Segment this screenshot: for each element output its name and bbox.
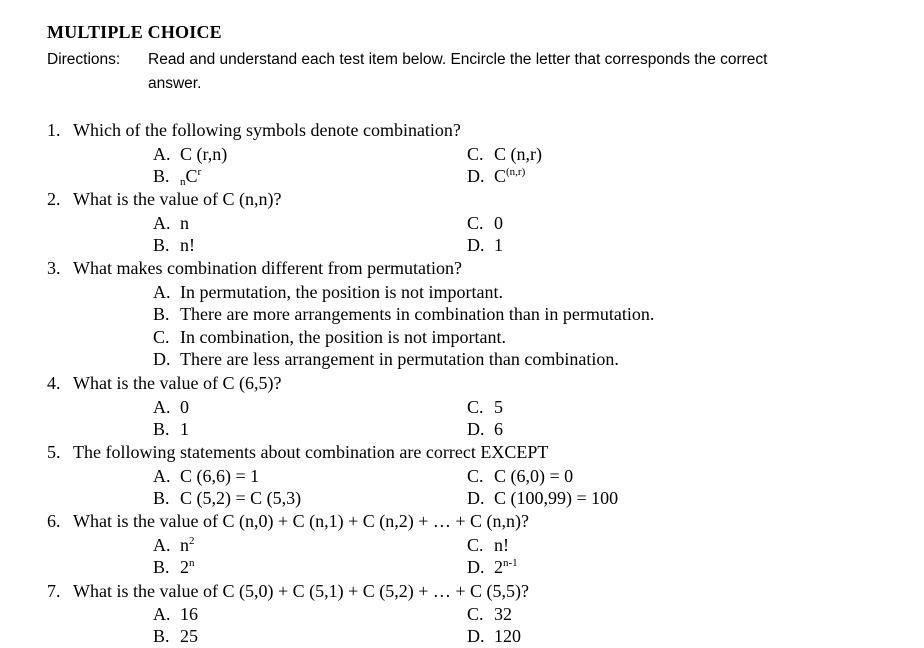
question-3: 3. What makes combination different from permutation? <box>47 258 463 278</box>
q2-option-b[interactable]: B. n! <box>153 235 195 255</box>
directions-text-continued: answer. <box>148 75 202 92</box>
directions-text: Read and understand each test item below. Encircle the letter that corresponds the correct <box>148 51 768 68</box>
q6-option-b[interactable]: B. 2$^n$ <box>153 557 195 577</box>
page-title: MULTIPLE CHOICE <box>47 22 222 42</box>
q1-option-c[interactable]: C. C (n,r) <box>467 144 542 164</box>
q7-option-b[interactable]: B. 25 <box>153 626 198 646</box>
q1-option-b[interactable]: B. $_nC^r$ <box>153 166 202 188</box>
question-1: 1. Which of the following symbols denote combination? <box>47 120 461 140</box>
question-text: The following statements about combination are correct EXCEPT <box>73 442 549 462</box>
question-5: 5. The following statements about combination are correct EXCEPT <box>47 442 549 462</box>
q5-option-a[interactable]: A. C (6,6) = 1 <box>153 466 260 486</box>
q3-option-b[interactable]: B. There are more arrangements in combination than in permutation. <box>153 304 655 324</box>
question-text: What is the value of C (n,n)? <box>73 189 282 209</box>
directions-label: Directions: <box>47 51 121 68</box>
question-text: Which of the following symbols denote combination? <box>73 120 461 140</box>
question-text: What is the value of C (n,0) + C (n,1) + C (n,2) + … + C (n,n)? <box>73 511 530 531</box>
q4-option-b[interactable]: B. 1 <box>153 419 189 439</box>
q5-option-c[interactable]: C. C (6,0) = 0 <box>467 466 574 486</box>
q2-option-d[interactable]: D. 1 <box>467 235 503 255</box>
q4-option-a[interactable]: A. 0 <box>153 397 189 417</box>
question-text: What is the value of C (5,0) + C (5,1) + C (5,2) + … + C (5,5)? <box>73 581 530 601</box>
question-text: What is the value of C (6,5)? <box>73 373 282 393</box>
q6-option-a[interactable]: A. $n^2$ <box>153 535 195 555</box>
q2-option-c[interactable]: C. 0 <box>467 213 503 233</box>
directions <box>47 48 917 96</box>
question-4: 4. What is the value of C (6,5)? <box>47 373 282 393</box>
q7-option-a[interactable]: A. 16 <box>153 604 198 624</box>
question-2: 2. What is the value of C (n,n)? <box>47 189 282 209</box>
q3-option-c[interactable]: C. In combination, the position is not important. <box>153 327 506 347</box>
q4-option-d[interactable]: D. 6 <box>467 419 503 439</box>
question-6: 6. What is the value of C (n,0) + C (n,1) + C (n,2) + … + C (n,n)? <box>47 511 530 531</box>
q3-option-d[interactable]: D. There are less arrangement in permutation than combination. <box>153 349 619 369</box>
q1-option-d[interactable]: D. C$^{(n,r)}$ <box>467 166 526 186</box>
q7-option-d[interactable]: D. 120 <box>467 626 521 646</box>
q4-option-c[interactable]: C. 5 <box>467 397 503 417</box>
q5-option-b[interactable]: B. C (5,2) = C (5,3) <box>153 488 302 508</box>
question-7: 7. What is the value of C (5,0) + C (5,1) + C (5,2) + … + C (5,5)? <box>47 581 530 601</box>
q6-option-d[interactable]: D. 2$^{n-1}$ <box>467 557 518 577</box>
q5-option-d[interactable]: D. C (100,99) = 100 <box>467 488 619 508</box>
q6-option-c[interactable]: C. n! <box>467 535 509 555</box>
q3-option-a[interactable]: A. In permutation, the position is not important. <box>153 282 503 302</box>
q2-option-a[interactable]: A. n <box>153 213 189 233</box>
q7-option-c[interactable]: C. 32 <box>467 604 512 624</box>
question-text: What makes combination different from permutation? <box>73 258 463 278</box>
q1-option-a[interactable]: A. C (r,n) <box>153 144 228 164</box>
